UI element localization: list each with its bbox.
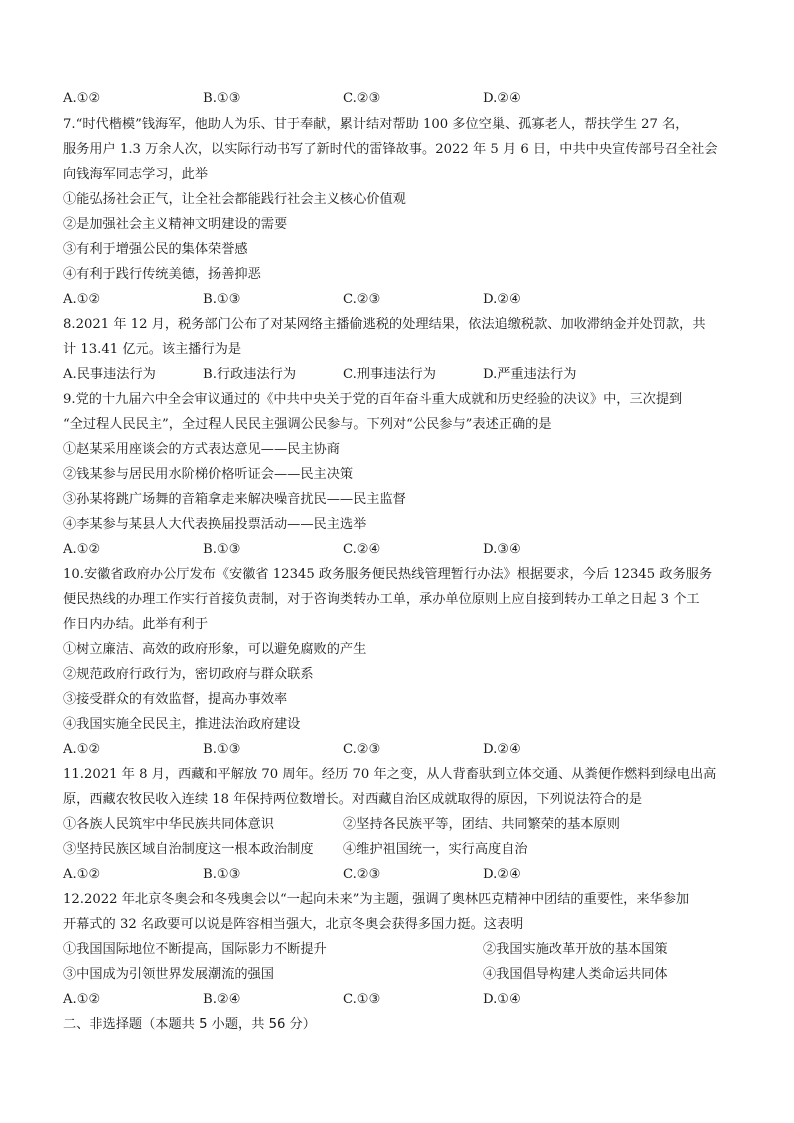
q10-stem-line-1: 10.安徽省政府办公厅发布《安徽省 12345 政务服务便民热线管理暂行办法》根据要求，今后 12345 政务服务 xyxy=(63,567,713,582)
q7-item-1: ①能弘扬社会正气，让全社会都能践行社会主义核心价值观 xyxy=(63,192,406,207)
option-c: C.②④ xyxy=(343,542,381,557)
q7-stem-line-1: 7.“时代楷模”钱海军，他助人为乐、甘于奉献，累计结对帮助 100 多位空巢、孤寡老人，帮扶学生 27 名， xyxy=(63,117,689,132)
q9-options xyxy=(63,540,743,560)
option-a: A.①② xyxy=(63,292,101,307)
option-b: B.①③ xyxy=(203,91,241,106)
q12-stem-line-2: 开幕式的 32 名政要可以说是阵容相当强大，北京冬奥会获得多国力挺。这表明 xyxy=(63,917,524,932)
q11-stem-line-2: 原，西藏农牧民收入连续 18 年保持两位数增长。对西藏自治区成就取得的原因，下列说法符合的是 xyxy=(63,792,643,807)
q7-item-2: ②是加强社会主义精神文明建设的需要 xyxy=(63,217,288,232)
q11-item-4: ④维护祖国统一，实行高度自治 xyxy=(343,842,528,857)
q10-stem-line-3: 作日内办结。此举有利于 xyxy=(63,617,209,632)
option-d: D.②④ xyxy=(483,742,521,757)
option-c: C.②③ xyxy=(343,91,381,106)
option-b: B.①③ xyxy=(203,292,241,307)
option-a: A.①② xyxy=(63,91,101,106)
q8-stem-line-2: 计 13.41 亿元。该主播行为是 xyxy=(63,342,242,357)
option-d: D.②④ xyxy=(483,292,521,307)
option-c: C.刑事违法行为 xyxy=(343,367,436,382)
q12-items-row-1 xyxy=(63,940,743,960)
q8-stem-line-1: 8.2021 年 12 月，税务部门公布了对某网络主播偷逃税的处理结果，依法追缴税款、加收滞纳金并处罚款，共 xyxy=(63,317,706,332)
q11-item-2: ②坚持各民族平等，团结、共同繁荣的基本原则 xyxy=(343,817,620,832)
option-b: B.①③ xyxy=(203,742,241,757)
option-a: A.民事违法行为 xyxy=(63,367,156,382)
q10-options xyxy=(63,740,743,760)
q12-item-3: ③中国成为引领世界发展潮流的强国 xyxy=(63,967,274,982)
q9-stem-line-2: “全过程人民民主”，全过程人民民主强调公民参与。下列对“公民参与”表述正确的是 xyxy=(63,417,552,432)
option-a: A.①② xyxy=(63,542,101,557)
q11-items-row-2 xyxy=(63,840,743,860)
q12-item-2: ②我国实施改革开放的基本国策 xyxy=(483,942,668,957)
q12-items-row-2 xyxy=(63,965,743,985)
option-d: D.③④ xyxy=(483,542,521,557)
q10-item-4: ④我国实施全民民主，推进法治政府建设 xyxy=(63,717,301,732)
q11-item-1: ①各族人民筑牢中华民族共同体意识 xyxy=(63,817,274,832)
q11-items-row-1 xyxy=(63,815,743,835)
q9-item-4: ④李某参与某县人大代表换届投票活动——民主选举 xyxy=(63,517,367,532)
option-c: C.②③ xyxy=(343,867,381,882)
q9-stem-line-1: 9.党的十九届六中全会审议通过的《中共中央关于党的百年奋斗重大成就和历史经验的决议》中，三次提到 xyxy=(63,392,683,407)
option-d: D.②④ xyxy=(483,91,521,106)
option-c: C.①③ xyxy=(343,992,381,1007)
q11-item-3: ③坚持民族区域自治制度这一根本政治制度 xyxy=(63,842,314,857)
q12-stem-line-1: 12.2022 年北京冬奥会和冬残奥会以“一起向未来”为主题，强调了奥林匹克精神中团结的重要性，来华参加 xyxy=(63,892,690,907)
option-a: A.①② xyxy=(63,742,101,757)
prev-question-options xyxy=(63,89,743,109)
option-d: D.①④ xyxy=(483,992,521,1007)
q8-options xyxy=(63,365,743,385)
q12-item-1: ①我国国际地位不断提高，国际影力不断提升 xyxy=(63,942,327,957)
option-b: B.②④ xyxy=(203,992,241,1007)
q9-item-3: ③孙某将跳广场舞的音箱拿走来解决噪音扰民——民主监督 xyxy=(63,492,406,507)
q12-item-4: ④我国倡导构建人类命运共同体 xyxy=(483,967,668,982)
q10-stem-line-2: 便民热线的办理工作实行首接负责制，对于咨询类转办工单，承办单位原则上应自接到转办工单之日起 3 个工 xyxy=(63,592,700,607)
option-a: A.①② xyxy=(63,992,101,1007)
option-b: B.①③ xyxy=(203,542,241,557)
q7-item-4: ④有利于践行传统美德，扬善抑恶 xyxy=(63,267,261,282)
option-a: A.①② xyxy=(63,867,101,882)
q11-options xyxy=(63,865,743,885)
q7-stem-line-2: 服务用户 1.3 万余人次，以实际行动书写了新时代的雷锋故事。2022 年 5 月 6 日，中共中央宣传部号召全社会 xyxy=(63,142,718,157)
q7-options xyxy=(63,290,743,310)
option-d: D.②④ xyxy=(483,867,521,882)
q12-options xyxy=(63,990,743,1010)
q10-item-2: ②规范政府行政行为，密切政府与群众联系 xyxy=(63,667,314,682)
q7-stem-line-3: 向钱海军同志学习，此举 xyxy=(63,167,209,182)
q9-item-1: ①赵某采用座谈会的方式表达意见——民主协商 xyxy=(63,442,340,457)
option-c: C.②③ xyxy=(343,292,381,307)
option-c: C.②③ xyxy=(343,742,381,757)
section-heading: 二、非选择题（本题共 5 小题，共 56 分） xyxy=(63,1017,316,1032)
option-d: D.严重违法行为 xyxy=(483,367,577,382)
option-b: B.行政违法行为 xyxy=(203,367,297,382)
q7-item-3: ③有利于增强公民的集体荣誉感 xyxy=(63,242,248,257)
option-b: B.①③ xyxy=(203,867,241,882)
q10-item-1: ①树立廉洁、高效的政府形象，可以避免腐败的产生 xyxy=(63,642,367,657)
q9-item-2: ②钱某参与居民用水阶梯价格听证会——民主决策 xyxy=(63,467,354,482)
q10-item-3: ③接受群众的有效监督，提高办事效率 xyxy=(63,692,288,707)
q11-stem-line-1: 11.2021 年 8 月，西藏和平解放 70 周年。经历 70 年之变，从人背畜驮到立体交通、从粪便作燃料到绿电出高 xyxy=(63,767,717,782)
